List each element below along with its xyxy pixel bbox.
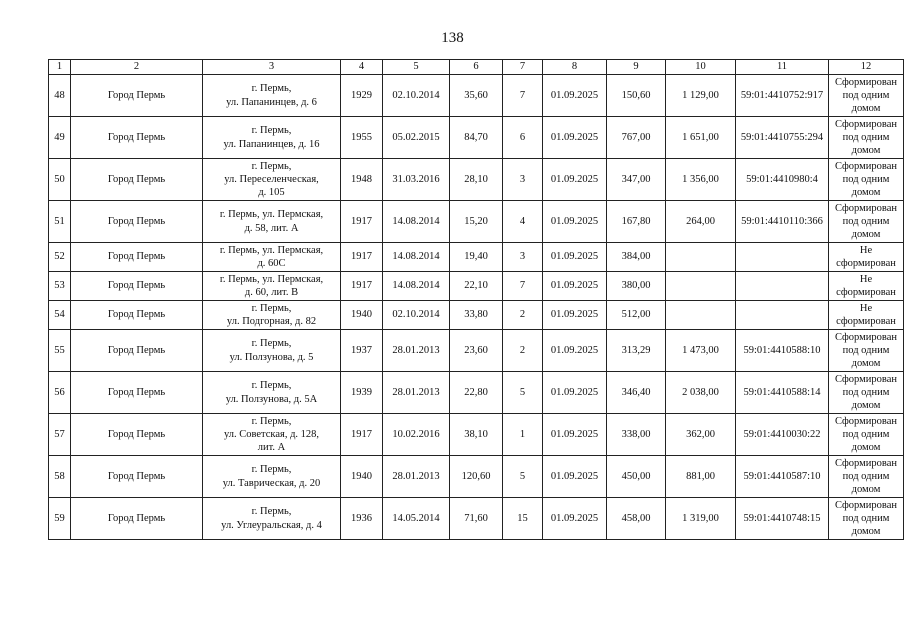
address-cell: г. Пермь, ул. Переселенческая, д. 105	[203, 159, 341, 201]
area-cell: 33,80	[450, 301, 503, 330]
cadastral-number-cell: 59:01:4410752:917	[736, 75, 829, 117]
row-number-cell: 49	[49, 117, 71, 159]
count-cell: 1	[503, 414, 543, 456]
column-number: 4	[341, 60, 383, 75]
municipality-cell: Город Пермь	[71, 372, 203, 414]
column-number: 9	[607, 60, 666, 75]
date-cell: 14.05.2014	[383, 498, 450, 540]
municipality-cell: Город Пермь	[71, 301, 203, 330]
year-built-cell: 1936	[341, 498, 383, 540]
count-cell: 3	[503, 243, 543, 272]
column-number: 1	[49, 60, 71, 75]
address-cell: г. Пермь, ул. Пермская, д. 60, лит. В	[203, 272, 341, 301]
deadline-date-cell: 01.09.2025	[543, 75, 607, 117]
deadline-date-cell: 01.09.2025	[543, 117, 607, 159]
area-cell: 120,60	[450, 456, 503, 498]
value-cell: 313,29	[607, 330, 666, 372]
date-cell: 02.10.2014	[383, 75, 450, 117]
status-cell: Сформирован под одним домом	[829, 75, 904, 117]
land-area-cell: 2 038,00	[666, 372, 736, 414]
deadline-date-cell: 01.09.2025	[543, 456, 607, 498]
status-cell: Сформирован под одним домом	[829, 372, 904, 414]
table-row	[49, 330, 904, 372]
value-cell: 458,00	[607, 498, 666, 540]
land-area-cell	[666, 243, 736, 272]
value-cell: 384,00	[607, 243, 666, 272]
column-number: 11	[736, 60, 829, 75]
area-cell: 23,60	[450, 330, 503, 372]
table-row	[49, 456, 904, 498]
count-cell: 5	[503, 372, 543, 414]
address-cell: г. Пермь, ул. Советская, д. 128, лит. А	[203, 414, 341, 456]
year-built-cell: 1937	[341, 330, 383, 372]
count-cell: 5	[503, 456, 543, 498]
municipality-cell: Город Пермь	[71, 117, 203, 159]
value-cell: 347,00	[607, 159, 666, 201]
deadline-date-cell: 01.09.2025	[543, 243, 607, 272]
count-cell: 2	[503, 301, 543, 330]
count-cell: 6	[503, 117, 543, 159]
cadastral-number-cell: 59:01:4410030:22	[736, 414, 829, 456]
address-cell: г. Пермь, ул. Подгорная, д. 82	[203, 301, 341, 330]
column-number: 7	[503, 60, 543, 75]
area-cell: 22,10	[450, 272, 503, 301]
deadline-date-cell: 01.09.2025	[543, 301, 607, 330]
table-row	[49, 272, 904, 301]
table-row	[49, 372, 904, 414]
column-number: 8	[543, 60, 607, 75]
municipality-cell: Город Пермь	[71, 330, 203, 372]
value-cell: 450,00	[607, 456, 666, 498]
row-number-cell: 54	[49, 301, 71, 330]
cadastral-number-cell: 59:01:4410110:366	[736, 201, 829, 243]
count-cell: 7	[503, 75, 543, 117]
area-cell: 19,40	[450, 243, 503, 272]
year-built-cell: 1955	[341, 117, 383, 159]
land-area-cell: 362,00	[666, 414, 736, 456]
count-cell: 3	[503, 159, 543, 201]
status-cell: Сформирован под одним домом	[829, 201, 904, 243]
value-cell: 346,40	[607, 372, 666, 414]
cadastral-number-cell: 59:01:4410980:4	[736, 159, 829, 201]
status-cell: Сформирован под одним домом	[829, 456, 904, 498]
year-built-cell: 1917	[341, 272, 383, 301]
year-built-cell: 1939	[341, 372, 383, 414]
deadline-date-cell: 01.09.2025	[543, 414, 607, 456]
land-area-cell: 264,00	[666, 201, 736, 243]
year-built-cell: 1940	[341, 301, 383, 330]
column-number: 6	[450, 60, 503, 75]
cadastral-number-cell	[736, 272, 829, 301]
address-cell: г. Пермь, ул. Пермская, д. 60С	[203, 243, 341, 272]
area-cell: 84,70	[450, 117, 503, 159]
row-number-cell: 59	[49, 498, 71, 540]
address-cell: г. Пермь, ул. Ползунова, д. 5А	[203, 372, 341, 414]
area-cell: 35,60	[450, 75, 503, 117]
page-number: 138	[441, 30, 464, 46]
status-cell: Сформирован под одним домом	[829, 498, 904, 540]
table-row	[49, 414, 904, 456]
date-cell: 31.03.2016	[383, 159, 450, 201]
land-area-cell: 1 473,00	[666, 330, 736, 372]
count-cell: 7	[503, 272, 543, 301]
status-cell: Сформирован под одним домом	[829, 117, 904, 159]
date-cell: 14.08.2014	[383, 201, 450, 243]
status-cell: Сформирован под одним домом	[829, 330, 904, 372]
year-built-cell: 1917	[341, 201, 383, 243]
land-area-cell: 1 651,00	[666, 117, 736, 159]
column-number: 2	[71, 60, 203, 75]
table-body	[49, 75, 904, 540]
table-row	[49, 117, 904, 159]
value-cell: 380,00	[607, 272, 666, 301]
status-cell: Не сформирован	[829, 301, 904, 330]
count-cell: 2	[503, 330, 543, 372]
cadastral-number-cell	[736, 301, 829, 330]
cadastral-number-cell: 59:01:4410588:10	[736, 330, 829, 372]
value-cell: 167,80	[607, 201, 666, 243]
date-cell: 28.01.2013	[383, 330, 450, 372]
municipality-cell: Город Пермь	[71, 243, 203, 272]
value-cell: 338,00	[607, 414, 666, 456]
deadline-date-cell: 01.09.2025	[543, 330, 607, 372]
status-cell: Не сформирован	[829, 272, 904, 301]
municipality-cell: Город Пермь	[71, 456, 203, 498]
address-cell: г. Пермь, ул. Углеуральская, д. 4	[203, 498, 341, 540]
deadline-date-cell: 01.09.2025	[543, 272, 607, 301]
year-built-cell: 1917	[341, 243, 383, 272]
column-number-row	[49, 60, 904, 75]
municipality-cell: Город Пермь	[71, 159, 203, 201]
row-number-cell: 50	[49, 159, 71, 201]
deadline-date-cell: 01.09.2025	[543, 498, 607, 540]
row-number-cell: 55	[49, 330, 71, 372]
count-cell: 4	[503, 201, 543, 243]
cadastral-number-cell: 59:01:4410748:15	[736, 498, 829, 540]
address-cell: г. Пермь, ул. Пермская, д. 58, лит. А	[203, 201, 341, 243]
date-cell: 28.01.2013	[383, 372, 450, 414]
year-built-cell: 1929	[341, 75, 383, 117]
cadastral-number-cell: 59:01:4410587:10	[736, 456, 829, 498]
land-area-cell	[666, 301, 736, 330]
column-number: 10	[666, 60, 736, 75]
table-row	[49, 498, 904, 540]
area-cell: 15,20	[450, 201, 503, 243]
status-cell: Сформирован под одним домом	[829, 159, 904, 201]
table-row	[49, 201, 904, 243]
municipality-cell: Город Пермь	[71, 75, 203, 117]
column-number: 5	[383, 60, 450, 75]
date-cell: 28.01.2013	[383, 456, 450, 498]
year-built-cell: 1917	[341, 414, 383, 456]
year-built-cell: 1940	[341, 456, 383, 498]
municipality-cell: Город Пермь	[71, 272, 203, 301]
municipality-cell: Город Пермь	[71, 201, 203, 243]
municipality-cell: Город Пермь	[71, 498, 203, 540]
row-number-cell: 58	[49, 456, 71, 498]
deadline-date-cell: 01.09.2025	[543, 201, 607, 243]
table-row	[49, 159, 904, 201]
row-number-cell: 57	[49, 414, 71, 456]
date-cell: 10.02.2016	[383, 414, 450, 456]
row-number-cell: 52	[49, 243, 71, 272]
address-cell: г. Пермь, ул. Ползунова, д. 5	[203, 330, 341, 372]
row-number-cell: 56	[49, 372, 71, 414]
municipality-cell: Город Пермь	[71, 414, 203, 456]
status-cell: Не сформирован	[829, 243, 904, 272]
area-cell: 38,10	[450, 414, 503, 456]
address-cell: г. Пермь, ул. Папанинцев, д. 6	[203, 75, 341, 117]
cadastral-number-cell: 59:01:4410588:14	[736, 372, 829, 414]
area-cell: 71,60	[450, 498, 503, 540]
count-cell: 15	[503, 498, 543, 540]
date-cell: 14.08.2014	[383, 243, 450, 272]
area-cell: 28,10	[450, 159, 503, 201]
deadline-date-cell: 01.09.2025	[543, 159, 607, 201]
date-cell: 05.02.2015	[383, 117, 450, 159]
address-cell: г. Пермь, ул. Папанинцев, д. 16	[203, 117, 341, 159]
land-area-cell: 1 356,00	[666, 159, 736, 201]
cadastral-number-cell: 59:01:4410755:294	[736, 117, 829, 159]
land-area-cell: 1 129,00	[666, 75, 736, 117]
value-cell: 767,00	[607, 117, 666, 159]
land-area-cell: 1 319,00	[666, 498, 736, 540]
row-number-cell: 51	[49, 201, 71, 243]
year-built-cell: 1948	[341, 159, 383, 201]
column-number: 12	[829, 60, 904, 75]
area-cell: 22,80	[450, 372, 503, 414]
date-cell: 14.08.2014	[383, 272, 450, 301]
housing-registry-table	[48, 59, 904, 540]
table-row	[49, 243, 904, 272]
address-cell: г. Пермь, ул. Таврическая, д. 20	[203, 456, 341, 498]
column-number: 3	[203, 60, 341, 75]
status-cell: Сформирован под одним домом	[829, 414, 904, 456]
row-number-cell: 48	[49, 75, 71, 117]
cadastral-number-cell	[736, 243, 829, 272]
table-row	[49, 301, 904, 330]
row-number-cell: 53	[49, 272, 71, 301]
value-cell: 512,00	[607, 301, 666, 330]
value-cell: 150,60	[607, 75, 666, 117]
table-row	[49, 75, 904, 117]
date-cell: 02.10.2014	[383, 301, 450, 330]
land-area-cell: 881,00	[666, 456, 736, 498]
land-area-cell	[666, 272, 736, 301]
deadline-date-cell: 01.09.2025	[543, 372, 607, 414]
